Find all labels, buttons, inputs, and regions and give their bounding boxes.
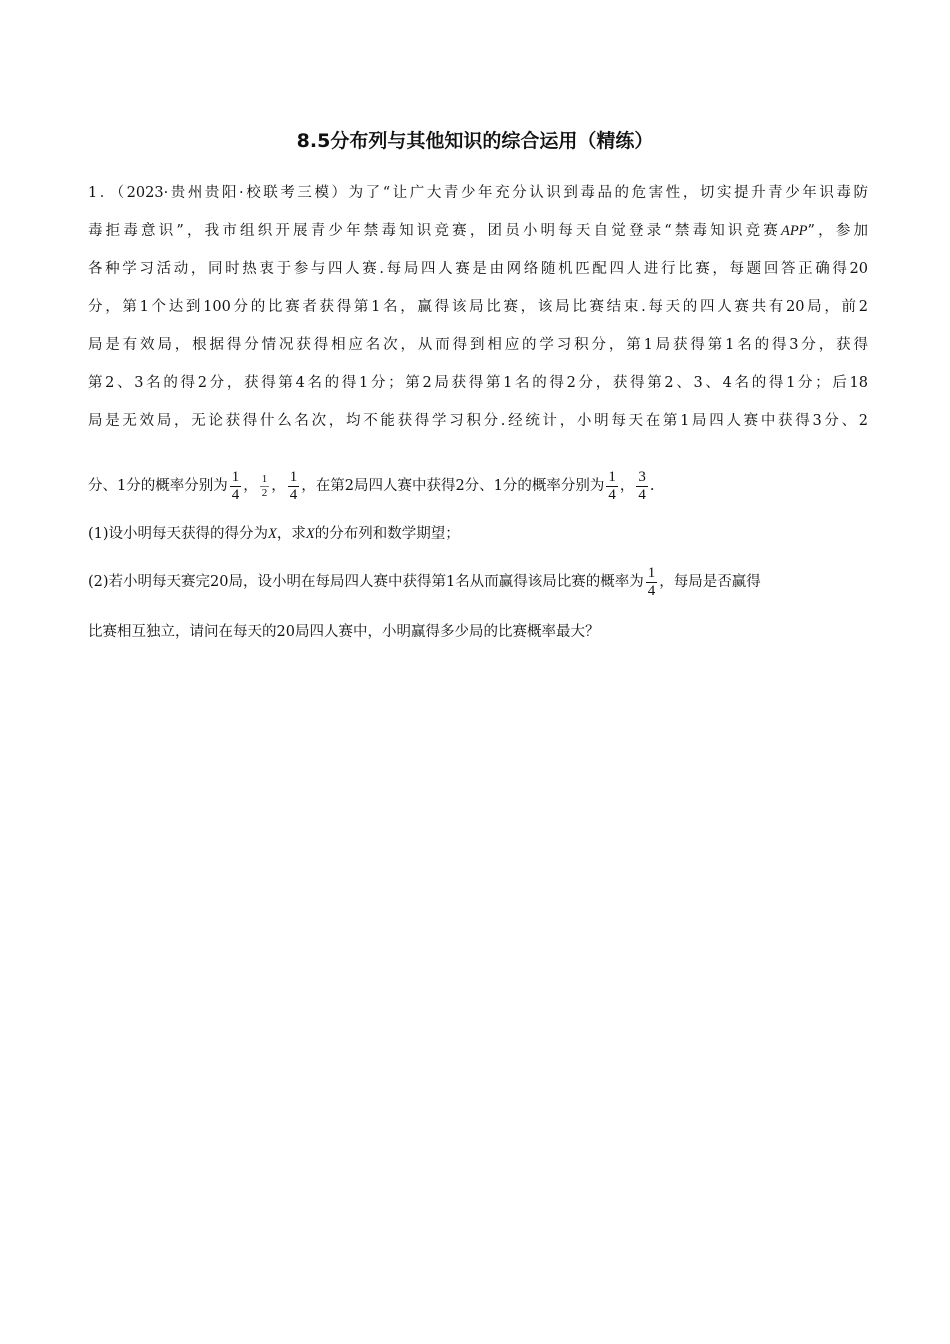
question-1-text-3: 的分布列和数学期望； (314, 526, 460, 542)
question-2 (88, 560, 868, 604)
separator: ， (243, 478, 258, 494)
fraction-5: $\frac{3}{4}$ (638, 468, 646, 503)
line-8-text-1: 分、1分的概率分别为 (88, 478, 228, 494)
separator: ， (271, 478, 286, 494)
variable-x: X (305, 526, 315, 542)
question-2-line-2: 比赛相互独立，请问在每天的20局四人赛中，小明赢得多少局的比赛概率最大？ (88, 624, 600, 640)
problem-line-5: 局是有效局，根据得分情况获得相应名次，从而得到相应的学习积分，第1局获得第1名的得3分，获得 (88, 337, 868, 353)
fraction-1: $\frac{1}{4}$ (231, 468, 240, 503)
line-8-end: . (649, 478, 655, 494)
fraction-4: $\frac{1}{4}$ (608, 468, 616, 503)
fraction-3: $\frac{1}{4}$ (289, 468, 298, 503)
problem-line-1: 1．（2023·贵州贵阳·校联考三模）为了“让广大青少年充分认识到毒品的危害性，切实提升青少年识毒防 (88, 185, 868, 201)
separator: ， (619, 478, 635, 494)
problem-line-2 (88, 219, 868, 243)
page-title: 8.5分布列与其他知识的综合运用（精练） (296, 130, 654, 152)
problem-line-7: 局是无效局，无论获得什么名次，均不能获得学习积分.经统计，小明每天在第1局四人赛中获得3分、2 (88, 413, 868, 429)
variable-x: X (268, 526, 277, 542)
question-1-text-1: (1)设小明每天获得的得分为 (88, 526, 269, 542)
fraction-6: $\frac{1}{4}$ (647, 564, 656, 599)
line-8-text-2: ，在第2局四人赛中获得2分、1分的概率分别为 (301, 478, 605, 494)
question-1 (88, 522, 868, 546)
app-text: APP (780, 223, 808, 239)
question-2-text-1: (2)若小明每天赛完20局，设小明在每局四人赛中获得第1名从而赢得该局比赛的概率为 (88, 574, 644, 590)
problem-line-3: 各种学习活动，同时热衷于参与四人赛.每局四人赛是由网络随机匹配四人进行比赛，每题回答正确得20 (88, 261, 868, 277)
problem-line-4: 分，第1个达到100分的比赛者获得第1名，赢得该局比赛，该局比赛结束.每天的四人赛共有20局，前2 (88, 299, 868, 315)
question-2-text-2: ，每局是否赢得 (659, 574, 761, 590)
question-1-text-2: ，求 (276, 526, 306, 542)
fraction-2: $\frac{1}{2}$ (261, 472, 268, 499)
problem-line-2-end: ”，参加 (807, 223, 868, 239)
problem-line-8 (88, 464, 868, 508)
problem-line-6: 第2、3名的得2分，获得第4名的得1分；第2局获得第1名的得2分，获得第2、3、4名的得1分；后18 (88, 375, 868, 391)
problem-line-2-text: 毒拒毒意识”，我市组织开展青少年禁毒知识竞赛，团员小明每天自觉登录“禁毒知识竞赛 (88, 223, 781, 239)
